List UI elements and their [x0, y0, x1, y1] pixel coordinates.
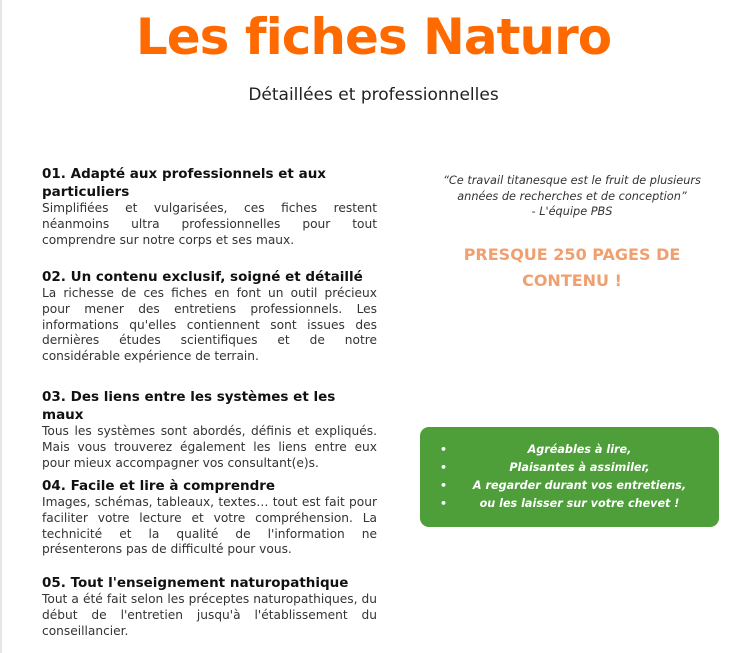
benefit-item [440, 459, 705, 477]
bullet-icon: • [440, 497, 448, 510]
section-heading: 02. Un contenu exclusif, soigné et détaillé [42, 269, 363, 285]
bullet-icon: • [440, 479, 448, 492]
bullet-icon: • [440, 461, 448, 474]
section-4 [42, 477, 377, 558]
section-body: Tout a été fait selon les préceptes naturopathiques, du début de l'entretien jusqu'à l'établissement du conseillancier. [42, 592, 377, 638]
benefit-text: ou les laisser sur votre chevet ! [479, 497, 680, 510]
bullet-icon: • [440, 443, 448, 456]
section-heading: 05. Tout l'enseignement naturopathique [42, 575, 349, 591]
section-1 [42, 165, 377, 248]
benefit-text: Agréables à lire, [527, 443, 632, 456]
testimonial-quote [424, 173, 720, 220]
benefit-item [440, 477, 705, 495]
section-3 [42, 388, 377, 471]
section-heading: 04. Facile et lire à comprendre [42, 478, 276, 494]
benefit-text: Plaisantes à assimiler, [509, 461, 650, 474]
section-body: La richesse de ces fiches en font un outil précieux pour mener des entretiens professionnels. Les informations qu'elles contiennent sont issues des dernières études scientifiques et de notre considérable expérience de terrain. [42, 286, 377, 364]
benefits-list [440, 441, 705, 513]
quote-line: “Ce travail titanesque est le fruit de plusieurs [443, 174, 701, 187]
quote-author: - L'équipe PBS [531, 205, 613, 218]
section-heading: 03. Des liens entre les systèmes et les maux [42, 389, 336, 423]
benefit-text: A regarder durant vos entretiens, [472, 479, 687, 492]
section-body: Images, schémas, tableaux, textes… tout est fait pour faciliter votre lecture et votre compréhension. La technicité et la qualité de l'information ne présenterons pas de difficulté pour vous. [42, 495, 377, 557]
page-count-highlight [424, 242, 720, 294]
page-subtitle: Détaillées et professionnelles [248, 85, 499, 105]
benefit-item [440, 441, 705, 459]
benefit-item [440, 495, 705, 513]
quote-line: années de recherches et de conception” [457, 189, 687, 203]
page-title: Les fiches Naturo [135, 8, 612, 66]
highlight-line: PRESQUE 250 PAGES DE [463, 245, 681, 264]
section-5 [42, 574, 377, 639]
section-2 [42, 268, 377, 365]
section-body: Tous les systèmes sont abordés, définis et expliqués. Mais vous trouverez également les liens entre eux pour mieux accompagner vos consultant(e)s. [42, 424, 377, 470]
section-heading: 01. Adapté aux professionnels et aux particuliers [42, 166, 327, 200]
benefits-box [420, 427, 719, 527]
section-body: Simplifiées et vulgarisées, ces fiches restent néanmoins ultra professionnelles pour tout comprendre sur notre corps et ses maux. [42, 201, 377, 247]
highlight-line: CONTENU ! [522, 271, 622, 290]
